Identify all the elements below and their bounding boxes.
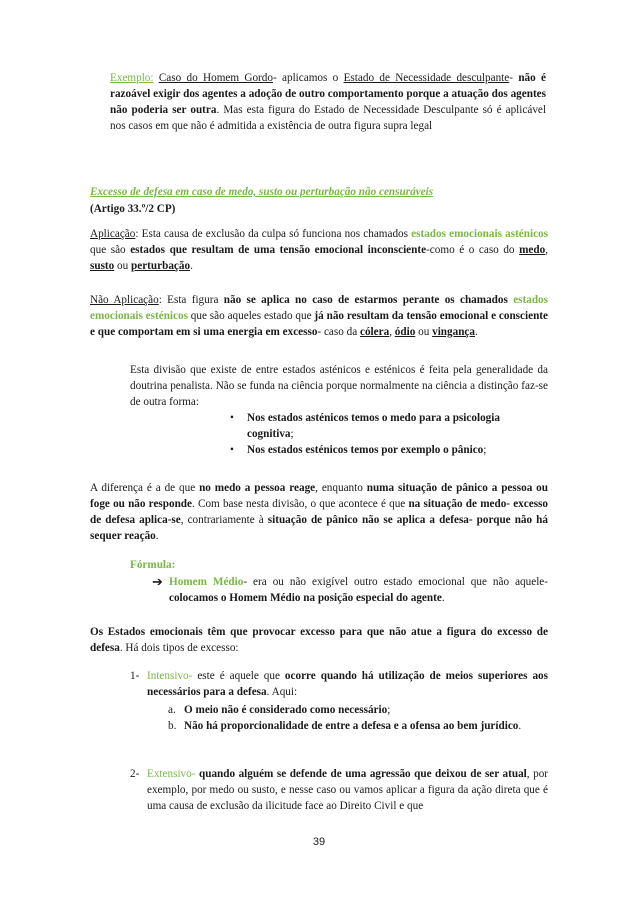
list-item-extensivo: 2- Extensivo- quando alguém se defende de uma agressão que deixou de ser atual, por exemplo, por medo ou susto, e nesse caso ou vamos aplicar a figura da ação direta que é uma causa de exclusão da ilicitude face ao Direito Civil e que <box>130 768 549 812</box>
arrow-right-icon: ➔ <box>152 574 163 589</box>
bullet-icon: • <box>230 444 234 456</box>
nao-aplicacao-paragraph: Não Aplicação: Esta figura não se aplica no caso de estarmos perante os chamados estados emocionais esténicos que são aqueles estado que já não resultam da tensão emocional e consciente e que comportam em si uma energia em excesso- caso da cólera, ódio ou vingança. <box>90 294 548 338</box>
exemplo-paragraph: Exemplo: Caso do Homem Gordo- aplicamos o Estado de Necessidade desculpante- não é razoável exigir dos agentes a adoção de outro comportamento porque a atuação dos agentes não poderia ser outra. Mas esta figura do Estado de Necessidade Desculpante só é aplicável nos casos em que não é admitida a existência de outra figura supra legal <box>110 72 547 132</box>
bullet-icon: • <box>230 412 234 424</box>
section-title: Excesso de defesa em caso de medo, susto ou perturbação não censuráveis <box>90 186 434 198</box>
diferenca-paragraph: A diferença é a de que no medo a pessoa reage, enquanto numa situação de pânico a pessoa ou foge ou não responde. Com base nesta divisão, o que acontece é que na situação de medo- excesso de defesa aplica-se, contrariamente à situação de pânico não se aplica a defesa- porque não há sequer reação. <box>90 482 548 542</box>
list-item: a. O meio não é considerado como necessário; <box>168 704 391 716</box>
estado-necessidade: Estado de Necessidade desculpante <box>343 72 510 84</box>
formula-label: Fórmula: <box>130 559 176 571</box>
aplicacao-label: Aplicação <box>90 228 136 240</box>
intensivo-sublist <box>168 702 548 734</box>
formula-item: ➔ Homem Médio- era ou não exigível outro estado emocional que não aquele- colocamos o Homem Médio na posição especial do agente. <box>152 574 548 604</box>
list-item: • Nos estados asténicos temos o medo para a psicologia cognitiva; <box>230 412 500 440</box>
list-item: b. Não há proporcionalidade de entre a defesa e a ofensa ao bem jurídico. <box>168 720 522 732</box>
article-reference: (Artigo 33.º/2 CP) <box>90 203 176 215</box>
list-item: • Nos estados esténicos temos por exemplo o pânico; <box>230 444 487 456</box>
page-number: 39 <box>312 836 326 848</box>
list-item-intensivo: 1- Intensivo- este é aquele que ocorre quando há utilização de meios superiores aos necessários para a defesa. Aqui: <box>130 670 548 698</box>
estados-bullet-list <box>230 410 548 458</box>
nao-aplicacao-label: Não Aplicação <box>90 294 159 306</box>
aplicacao-paragraph: Aplicação: Esta causa de exclusão da culpa só funciona nos chamados estados emocionais asténicos que são estados que resultam de uma tensão emocional inconsciente-como é o caso do medo, susto ou perturbação. <box>90 228 549 272</box>
exemplo-label: Exemplo: <box>110 72 154 84</box>
caso-homem-gordo: Caso do Homem Gordo <box>158 72 273 84</box>
divisao-paragraph: Esta divisão que existe de entre estados asténicos e esténicos é feita pela generalidade da doutrina penalista. Não se funda na ciência porque normalmente na ciência a distinção faz-se de outra forma: <box>130 364 548 408</box>
estados-paragraph: Os Estados emocionais têm que provocar excesso para que não atue a figura do excesso de defesa. Há dois tipos de excesso: <box>90 626 548 654</box>
